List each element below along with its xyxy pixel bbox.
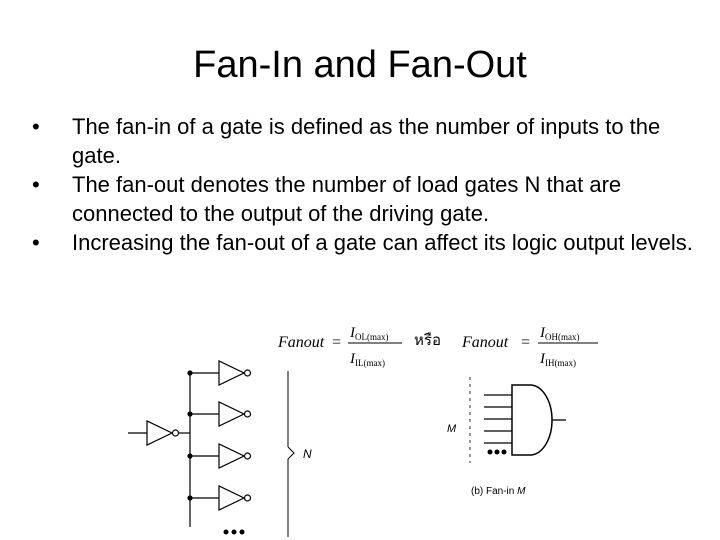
driving-inverter-bubble (173, 430, 179, 436)
fanout-ellipsis (224, 530, 245, 535)
fanin-ellipsis (488, 450, 507, 455)
fanin-caption: (b) Fan-in M (471, 486, 526, 497)
denominator-1: $I_{IL(max)}$ (350, 351, 385, 368)
bullet-marker: • (32, 172, 40, 197)
fanout-formula-2 (461, 325, 598, 368)
fanout-label-2: Fanout (462, 334, 509, 351)
fanout-formula-1 (277, 325, 402, 368)
bullet-list (32, 112, 700, 257)
driving-inverter (147, 421, 172, 445)
equals-sign-1: = (331, 334, 342, 351)
numerator-1: $I_{OL(max)}$ (350, 325, 389, 342)
fanout-n-label: N (303, 447, 312, 461)
load-inverter (219, 402, 244, 426)
fanout-label-1: Fanout (278, 334, 325, 351)
brace-point (288, 447, 294, 459)
load-inverter (219, 486, 244, 510)
load-inverter (219, 444, 244, 468)
bullet-text: The fan-out denotes the number of load gates N that are connected to the output of the driving gate. (72, 172, 622, 226)
load-inverter-bubble (245, 411, 251, 417)
slide-title: Fan-In and Fan-Out (193, 44, 527, 86)
bullet-marker: • (32, 230, 40, 255)
bullet-marker: • (32, 114, 40, 139)
load-inverter-bubble (245, 370, 251, 376)
fanin-m-label: M (447, 423, 457, 435)
bullet-item (32, 228, 700, 257)
bullet-item (32, 170, 700, 228)
fanout-circuit (128, 361, 294, 537)
fan-in-fan-out-diagram (0, 315, 720, 540)
bullet-text: Increasing the fan-out of a gate can affect its logic output levels. (72, 230, 693, 255)
numerator-2: $I_{OH(max)}$ (540, 325, 580, 342)
equals-sign-2: = (520, 334, 531, 351)
fanin-circuit (470, 377, 566, 463)
load-inverter-bubble (245, 495, 251, 501)
bullet-text: The fan-in of a gate is defined as the number of inputs to the gate. (72, 114, 661, 168)
denominator-2: $I_{IH(max)}$ (540, 351, 576, 368)
bullet-item (32, 112, 700, 170)
and-gate (512, 385, 552, 455)
or-connector: หรือ (414, 331, 441, 349)
load-inverter (219, 361, 244, 385)
load-inverter-bubble (245, 453, 251, 459)
